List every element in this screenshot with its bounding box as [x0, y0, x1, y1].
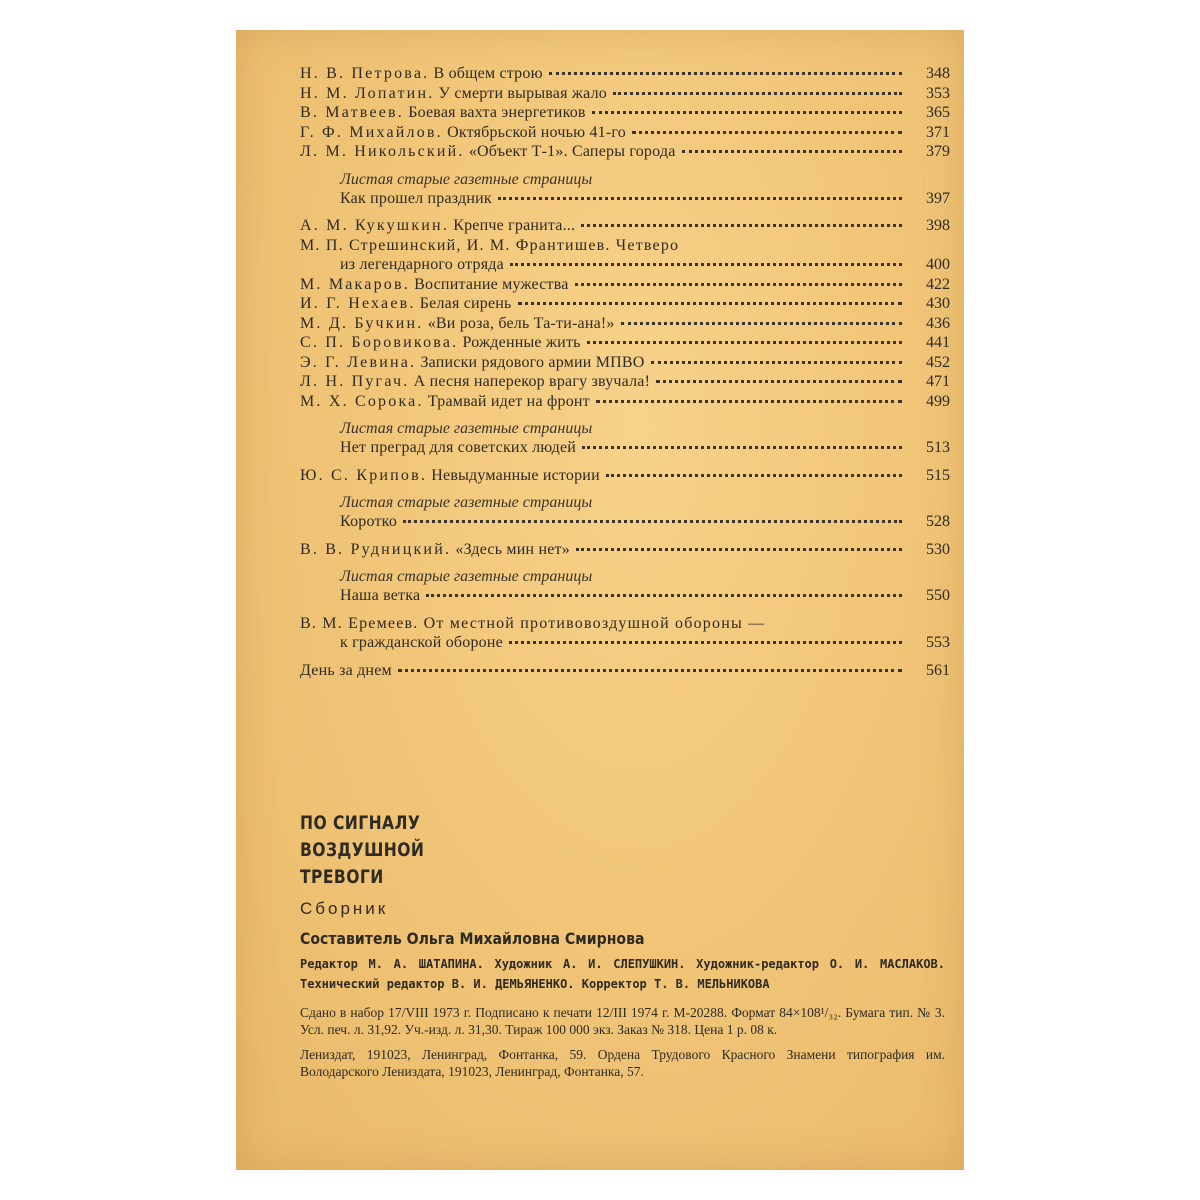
newspaper-section	[300, 419, 950, 458]
toc-entry: Г. Ф. Михайлов. Октябрьской ночью 41-го 371	[300, 123, 950, 141]
page-number: 553	[926, 634, 950, 651]
table-of-contents	[300, 64, 950, 680]
colophon	[300, 810, 950, 1080]
newspaper-section	[300, 567, 950, 606]
book-title-line: ВОЗДУШНОЙ	[300, 839, 425, 861]
page-number: 528	[926, 513, 950, 530]
section-heading: Листая старые газетные страницы	[340, 494, 593, 511]
page-number: 397	[926, 189, 950, 207]
page-number: 400	[926, 256, 950, 273]
page-number: 452	[926, 353, 950, 371]
toc-entry: День за днем 561	[300, 661, 950, 679]
page-number: 515	[926, 466, 950, 484]
book-page	[236, 30, 964, 1170]
page-number: 422	[926, 275, 950, 293]
page-number: 561	[926, 661, 950, 679]
page-number: 430	[926, 295, 950, 312]
toc-entry: Нет преград для советских людей 513	[340, 439, 950, 456]
toc-entry: Коротко 528	[340, 513, 950, 530]
toc-entry: Ю. С. Крипов. Невыдуманные истории 515	[300, 466, 950, 484]
toc-entry: М. Д. Бучкин. «Ви роза, бель Та-ти-ана!» 436	[300, 314, 950, 332]
toc-entry: Н. В. Петрова. В общем строю 348	[300, 65, 950, 82]
toc-entry-continuation: из легендарного отряда 400	[340, 256, 950, 273]
toc-entry: С. П. Боровикова. Рожденные жить 441	[300, 334, 950, 351]
section-heading: Листая старые газетные страницы	[340, 170, 593, 188]
toc-entry: М. Макаров. Воспитание мужества 422	[300, 275, 950, 293]
toc-entry: Л. Н. Пугач. А песня наперекор врагу звучала! 471	[300, 373, 950, 390]
page-number: 353	[926, 84, 950, 102]
toc-entry-multiline: М. П. Стрешинский, И. М. Франтишев. Четверо	[300, 236, 680, 254]
print-details: Сдано в набор 17/VIII 1973 г. Подписано к печати 12/III 1974 г. М-20288. Формат 84×108¹/₃₂. Бумага тип. № 3. Усл. печ. л. 31,92. Уч.-изд. л. 31,30. Тираж 100 000 экз. Заказ № 318. Цена 1 р. 08 к.	[300, 1005, 945, 1037]
toc-entry-continuation: к гражданской обороне 553	[340, 634, 950, 651]
page-number: 499	[926, 392, 950, 410]
page-number: 550	[926, 587, 950, 604]
newspaper-section	[300, 493, 950, 532]
toc-entry: Как прошел праздник 397	[340, 189, 950, 207]
page-number: 371	[926, 123, 950, 141]
page-number: 530	[926, 540, 950, 558]
book-title-line: ПО СИГНАЛУ	[300, 812, 421, 834]
toc-entry: М. Х. Сорока. Трамвай идет на фронт 499	[300, 392, 950, 410]
toc-entry: Э. Г. Левина. Записки рядового армии МПВО 452	[300, 353, 950, 371]
toc-entry: И. Г. Нехаев. Белая сирень 430	[300, 295, 950, 312]
toc-entry-multiline: В. М. Еремеев. От местной противовоздушной обороны —	[300, 614, 766, 632]
page-number: 379	[926, 143, 950, 160]
section-heading: Листая старые газетные страницы	[340, 568, 593, 585]
page-number: 513	[926, 439, 950, 456]
compiler-credit: Составитель Ольга Михайловна Смирнова	[300, 929, 645, 948]
page-number: 398	[926, 217, 950, 234]
toc-entry: Н. М. Лопатин. У смерти вырывая жало 353	[300, 84, 950, 102]
page-number: 436	[926, 314, 950, 332]
toc-entry: Наша ветка 550	[340, 587, 950, 604]
toc-entry: В. В. Рудницкий. «Здесь мин нет» 530	[300, 540, 950, 558]
page-number: 365	[926, 104, 950, 121]
page-number: 471	[926, 373, 950, 390]
section-heading: Листая старые газетные страницы	[340, 420, 593, 437]
staff-credits: Редактор М. А. ШАТАПИНА. Художник А. И. СЛЕПУШКИН. Художник-редактор О. И. МАСЛАКОВ. Технический редактор В. И. ДЕМЬЯНЕНКО. Корректор Т. В. МЕЛЬНИКОВА	[300, 957, 945, 991]
toc-entry: В. Матвеев. Боевая вахта энергетиков 365	[300, 104, 950, 121]
toc-entry: А. М. Кукушкин. Крепче гранита... 398	[300, 217, 950, 234]
genre-label: Сборник	[300, 899, 389, 918]
publisher-info: Лениздат, 191023, Ленинград, Фонтанка, 59. Ордена Трудового Красного Знамени типография им. Володарского Лениздата, 191023, Ленинград, Фонтанка, 57.	[300, 1047, 945, 1079]
toc-entry: Л. М. Никольский. «Объект Т-1». Саперы города 379	[300, 143, 950, 160]
book-title-line: ТРЕВОГИ	[300, 866, 384, 888]
page-number: 348	[926, 65, 950, 82]
newspaper-section	[300, 170, 950, 209]
page-number: 441	[926, 334, 950, 351]
